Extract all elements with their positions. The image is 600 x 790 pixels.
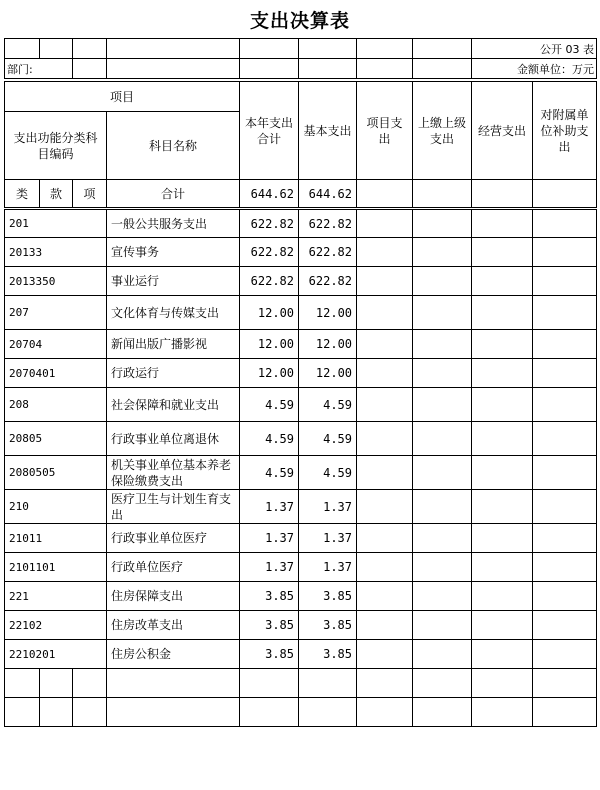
row-business xyxy=(472,490,533,524)
table-row xyxy=(5,524,597,553)
row-business xyxy=(472,582,533,611)
row-basic: 1.37 xyxy=(299,490,357,524)
row-total: 3.85 xyxy=(240,611,299,640)
row-project xyxy=(357,330,413,359)
row-project xyxy=(357,209,413,238)
row-name: 住房保障支出 xyxy=(107,582,240,611)
row-remit xyxy=(413,640,472,669)
row-subsidy xyxy=(533,490,597,524)
row-subsidy xyxy=(533,388,597,422)
row-project xyxy=(357,640,413,669)
header-lei: 类 xyxy=(5,180,40,209)
row-subsidy xyxy=(533,640,597,669)
header-func-code: 支出功能分类科目编码 xyxy=(5,112,107,180)
row-code: 20704 xyxy=(5,330,107,359)
header-subject-name: 科目名称 xyxy=(107,112,240,180)
row-name: 行政事业单位离退休 xyxy=(107,422,240,456)
row-basic: 12.00 xyxy=(299,296,357,330)
row-business xyxy=(472,553,533,582)
row-remit xyxy=(413,388,472,422)
row-project xyxy=(357,296,413,330)
row-total: 622.82 xyxy=(240,209,299,238)
row-name: 医疗卫生与计划生育支出 xyxy=(107,490,240,524)
row-total: 1.37 xyxy=(240,553,299,582)
row-name: 文化体育与传媒支出 xyxy=(107,296,240,330)
header-subsidy: 对附属单位补助支出 xyxy=(533,82,597,180)
row-remit xyxy=(413,456,472,490)
row-name: 行政运行 xyxy=(107,359,240,388)
table-row xyxy=(5,456,597,490)
unit-label: 金额单位：万元 xyxy=(472,59,597,79)
empty-row xyxy=(5,698,597,727)
row-total: 4.59 xyxy=(240,456,299,490)
row-project xyxy=(357,238,413,267)
row-business xyxy=(472,388,533,422)
table-row xyxy=(5,640,597,669)
row-remit xyxy=(413,296,472,330)
row-total: 622.82 xyxy=(240,267,299,296)
row-name: 行政单位医疗 xyxy=(107,553,240,582)
row-code: 20805 xyxy=(5,422,107,456)
row-subsidy xyxy=(533,582,597,611)
row-total: 1.37 xyxy=(240,524,299,553)
table-row xyxy=(5,330,597,359)
row-basic: 12.00 xyxy=(299,359,357,388)
table-row xyxy=(5,582,597,611)
row-remit xyxy=(413,359,472,388)
row-business xyxy=(472,330,533,359)
row-remit xyxy=(413,611,472,640)
row-subsidy xyxy=(533,611,597,640)
header-item: 项目 xyxy=(5,82,240,112)
row-basic: 4.59 xyxy=(299,422,357,456)
row-remit xyxy=(413,330,472,359)
row-subsidy xyxy=(533,238,597,267)
header-xiang: 项 xyxy=(73,180,107,209)
table-number: 公开 03 表 xyxy=(472,39,597,59)
row-project xyxy=(357,611,413,640)
row-total: 622.82 xyxy=(240,238,299,267)
row-code: 2101101 xyxy=(5,553,107,582)
row-basic: 4.59 xyxy=(299,456,357,490)
row-remit xyxy=(413,422,472,456)
row-basic: 3.85 xyxy=(299,582,357,611)
header-business: 经营支出 xyxy=(472,82,533,180)
row-code: 2013350 xyxy=(5,267,107,296)
row-total: 4.59 xyxy=(240,388,299,422)
row-code: 207 xyxy=(5,296,107,330)
row-subsidy xyxy=(533,296,597,330)
row-name: 社会保障和就业支出 xyxy=(107,388,240,422)
row-subsidy xyxy=(533,359,597,388)
row-project xyxy=(357,388,413,422)
row-business xyxy=(472,640,533,669)
row-business xyxy=(472,611,533,640)
table-row xyxy=(5,553,597,582)
row-code: 21011 xyxy=(5,524,107,553)
row-code: 2210201 xyxy=(5,640,107,669)
row-code: 2070401 xyxy=(5,359,107,388)
row-remit xyxy=(413,238,472,267)
row-code: 20133 xyxy=(5,238,107,267)
row-business xyxy=(472,238,533,267)
table-row xyxy=(5,359,597,388)
row-project xyxy=(357,422,413,456)
row-project xyxy=(357,456,413,490)
row-name: 新闻出版广播影视 xyxy=(107,330,240,359)
row-basic: 3.85 xyxy=(299,611,357,640)
row-subsidy xyxy=(533,422,597,456)
table-row xyxy=(5,209,597,238)
row-project xyxy=(357,359,413,388)
sum-total: 644.62 xyxy=(240,180,299,209)
row-code: 22102 xyxy=(5,611,107,640)
table-row xyxy=(5,238,597,267)
row-basic: 1.37 xyxy=(299,553,357,582)
row-total: 12.00 xyxy=(240,330,299,359)
header-total: 本年支出合计 xyxy=(240,82,299,180)
row-subsidy xyxy=(533,267,597,296)
row-name: 一般公共服务支出 xyxy=(107,209,240,238)
row-remit xyxy=(413,553,472,582)
expenditure-table xyxy=(4,81,597,727)
header-basic: 基本支出 xyxy=(299,82,357,180)
table-row xyxy=(5,422,597,456)
row-basic: 1.37 xyxy=(299,524,357,553)
table-row xyxy=(5,611,597,640)
row-remit xyxy=(413,490,472,524)
row-business xyxy=(472,524,533,553)
row-basic: 622.82 xyxy=(299,238,357,267)
row-subsidy xyxy=(533,330,597,359)
row-total: 1.37 xyxy=(240,490,299,524)
empty-row xyxy=(5,669,597,698)
row-project xyxy=(357,490,413,524)
row-name: 住房改革支出 xyxy=(107,611,240,640)
row-business xyxy=(472,267,533,296)
row-name: 住房公积金 xyxy=(107,640,240,669)
row-code: 201 xyxy=(5,209,107,238)
row-code: 208 xyxy=(5,388,107,422)
sum-label: 合计 xyxy=(107,180,240,209)
row-business xyxy=(472,422,533,456)
row-subsidy xyxy=(533,524,597,553)
department-label: 部门: xyxy=(5,59,73,79)
row-project xyxy=(357,524,413,553)
row-total: 3.85 xyxy=(240,640,299,669)
row-project xyxy=(357,553,413,582)
row-basic: 622.82 xyxy=(299,267,357,296)
row-code: 210 xyxy=(5,490,107,524)
row-business xyxy=(472,209,533,238)
header-project: 项目支出 xyxy=(357,82,413,180)
row-total: 4.59 xyxy=(240,422,299,456)
table-row xyxy=(5,490,597,524)
row-remit xyxy=(413,267,472,296)
report-meta-table xyxy=(4,38,597,79)
row-remit xyxy=(413,524,472,553)
row-basic: 3.85 xyxy=(299,640,357,669)
row-basic: 622.82 xyxy=(299,209,357,238)
row-name: 行政事业单位医疗 xyxy=(107,524,240,553)
row-subsidy xyxy=(533,209,597,238)
row-subsidy xyxy=(533,456,597,490)
row-name: 机关事业单位基本养老保险缴费支出 xyxy=(107,456,240,490)
row-name: 宣传事务 xyxy=(107,238,240,267)
table-row xyxy=(5,388,597,422)
header-kuan: 款 xyxy=(40,180,73,209)
row-basic: 4.59 xyxy=(299,388,357,422)
row-subsidy xyxy=(533,553,597,582)
table-row xyxy=(5,296,597,330)
row-business xyxy=(472,359,533,388)
row-basic: 12.00 xyxy=(299,330,357,359)
row-code: 2080505 xyxy=(5,456,107,490)
row-code: 221 xyxy=(5,582,107,611)
row-remit xyxy=(413,582,472,611)
sum-basic: 644.62 xyxy=(299,180,357,209)
report-title: 支出决算表 xyxy=(249,10,350,32)
row-total: 3.85 xyxy=(240,582,299,611)
row-business xyxy=(472,296,533,330)
row-project xyxy=(357,582,413,611)
row-project xyxy=(357,267,413,296)
row-remit xyxy=(413,209,472,238)
header-remit: 上缴上级支出 xyxy=(413,82,472,180)
row-total: 12.00 xyxy=(240,359,299,388)
table-row xyxy=(5,267,597,296)
row-name: 事业运行 xyxy=(107,267,240,296)
row-business xyxy=(472,456,533,490)
row-total: 12.00 xyxy=(240,296,299,330)
